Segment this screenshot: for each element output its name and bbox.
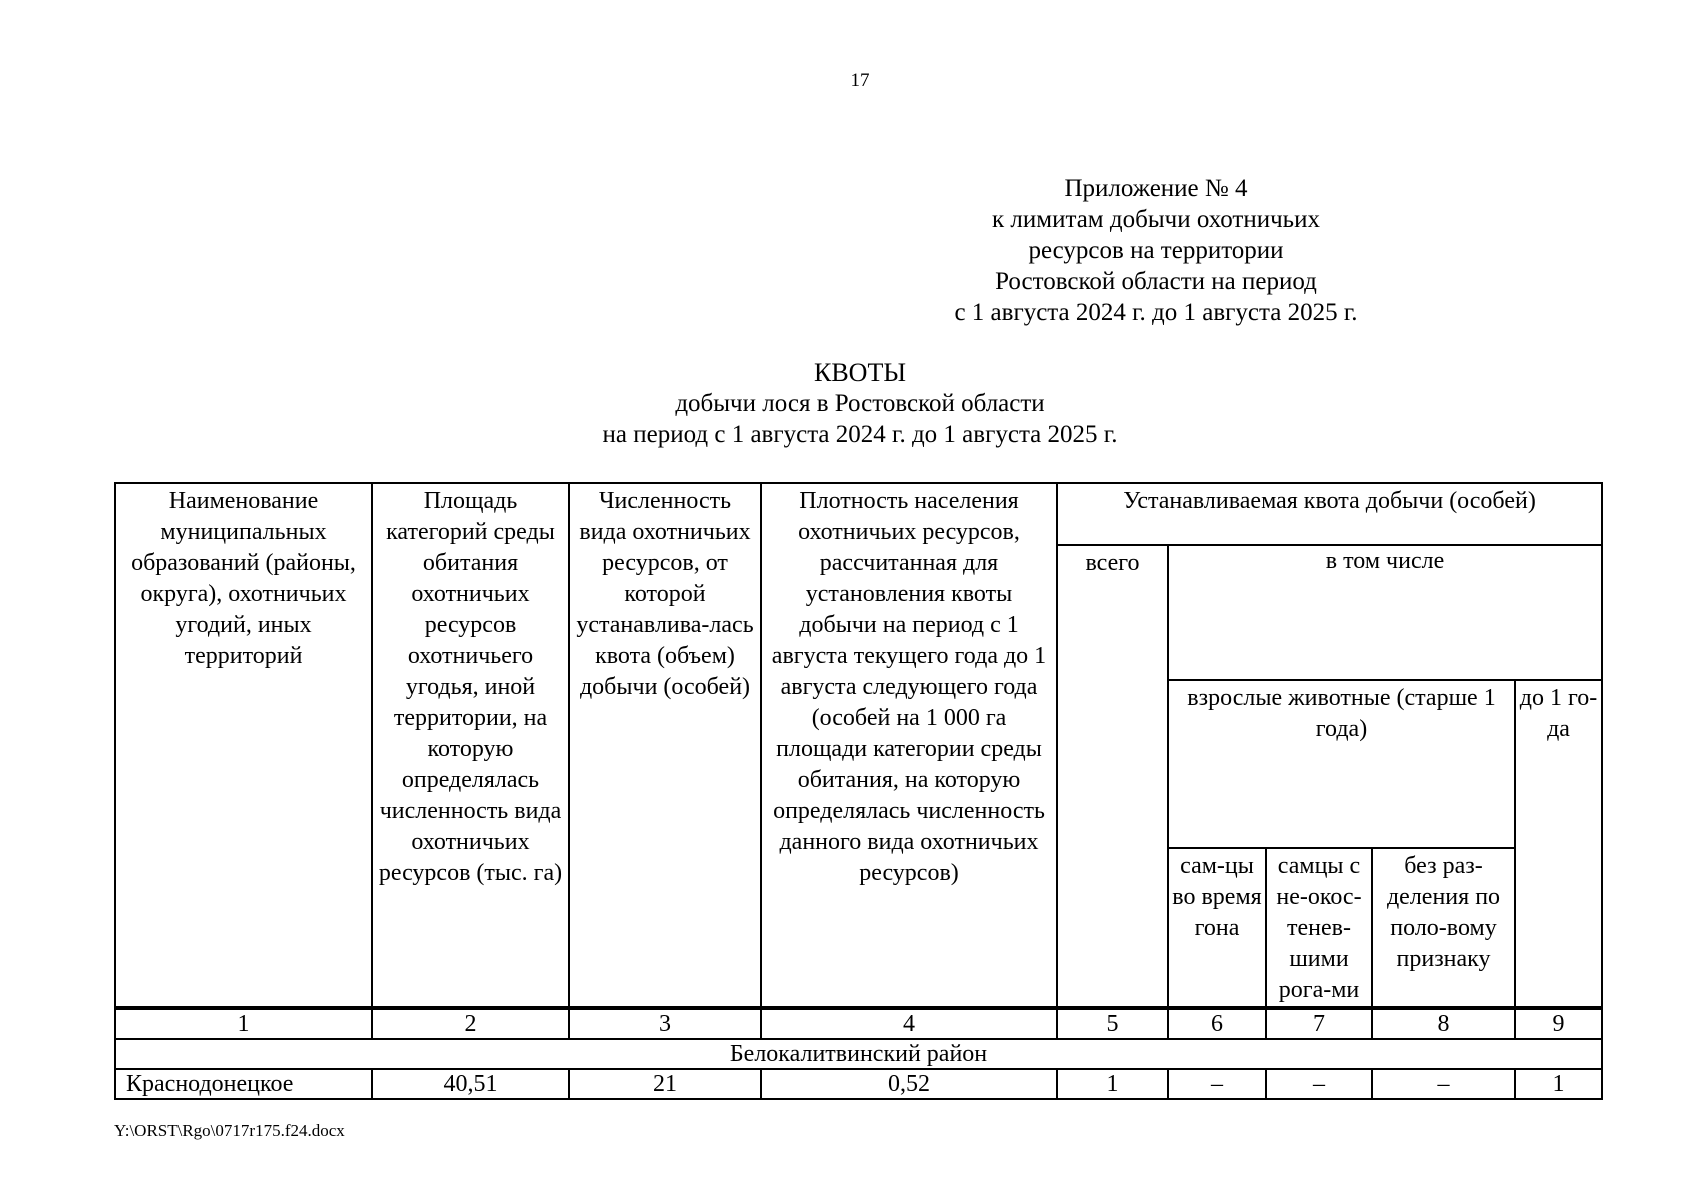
appendix-block bbox=[846, 173, 1466, 328]
cell-area: 40,51 bbox=[372, 1069, 569, 1099]
appendix-line: ресурсов на территории bbox=[1028, 237, 1284, 264]
appendix-line: Ростовской области на период bbox=[995, 268, 1317, 295]
document-heading bbox=[0, 357, 1698, 450]
cell-total: 1 bbox=[1057, 1069, 1168, 1099]
column-number: 1 bbox=[115, 1008, 372, 1039]
header-males-rut: сам-цы во время гона bbox=[1168, 848, 1266, 1008]
appendix-line: к лимитам добычи охотничьих bbox=[992, 206, 1320, 233]
header-municipality: Наименование муниципальных образований (районы, округа), охотничьих угодий, иных территорий bbox=[115, 483, 372, 1008]
file-path-footer: Y:\ORST\Rgo\0717r175.f24.docx bbox=[114, 1121, 345, 1140]
appendix-line: Приложение № 4 bbox=[1064, 175, 1248, 202]
column-number: 3 bbox=[569, 1008, 761, 1039]
header-total: всего bbox=[1057, 545, 1168, 1008]
column-number: 9 bbox=[1515, 1008, 1602, 1039]
column-number: 6 bbox=[1168, 1008, 1266, 1039]
header-row bbox=[115, 483, 1602, 545]
column-number: 2 bbox=[372, 1008, 569, 1039]
header-no-sex-division: без раз-деления по поло-вому признаку bbox=[1372, 848, 1515, 1008]
cell-males-unossified: – bbox=[1266, 1069, 1372, 1099]
column-number: 7 bbox=[1266, 1008, 1372, 1039]
district-row bbox=[115, 1039, 1602, 1069]
quota-table bbox=[114, 482, 1603, 1100]
column-number: 4 bbox=[761, 1008, 1057, 1039]
page-number: 17 bbox=[850, 70, 870, 91]
header-adults: взрослые животные (старше 1 года) bbox=[1168, 680, 1515, 848]
header-population: Численность вида охотничьих ресурсов, от которой устанавлива-лась квота (объем) добычи (особей) bbox=[569, 483, 761, 1008]
cell-population: 21 bbox=[569, 1069, 761, 1099]
cell-males-rut: – bbox=[1168, 1069, 1266, 1099]
cell-name: Краснодонецкое bbox=[115, 1069, 372, 1099]
table-row bbox=[115, 1069, 1602, 1099]
cell-under-1-year: 1 bbox=[1515, 1069, 1602, 1099]
appendix-line: с 1 августа 2024 г. до 1 августа 2025 г. bbox=[954, 299, 1358, 326]
document-subtitle-line: добычи лося в Ростовской области bbox=[675, 390, 1045, 417]
header-males-unossified: самцы с не-окос-тенев-шими рога-ми bbox=[1266, 848, 1372, 1008]
column-number: 8 bbox=[1372, 1008, 1515, 1039]
header-area: Площадь категорий среды обитания охотничьих ресурсов охотничьего угодья, иной территории, на которую определялась численность вида охотничьих ресурсов (тыс. га) bbox=[372, 483, 569, 1008]
column-number: 5 bbox=[1057, 1008, 1168, 1039]
header-density: Плотность населения охотничьих ресурсов, рассчитанная для установления квоты добычи на период с 1 августа текущего года до 1 августа следующего года (особей на 1 000 га площади категории среды обитания, на которую определялась численность данного вида охотничьих ресурсов) bbox=[761, 483, 1057, 1008]
header-quota-group: Устанавливаемая квота добычи (особей) bbox=[1057, 483, 1602, 545]
header-under-1-year: до 1 го-да bbox=[1515, 680, 1602, 1008]
cell-density: 0,52 bbox=[761, 1069, 1057, 1099]
document-title: КВОТЫ bbox=[813, 358, 906, 387]
header-including: в том числе bbox=[1168, 545, 1602, 680]
column-number-row bbox=[115, 1008, 1602, 1039]
cell-no-sex-division: – bbox=[1372, 1069, 1515, 1099]
district-name: Белокалитвинский район bbox=[115, 1039, 1602, 1069]
document-subtitle-line: на период с 1 августа 2024 г. до 1 августа 2025 г. bbox=[602, 421, 1118, 448]
